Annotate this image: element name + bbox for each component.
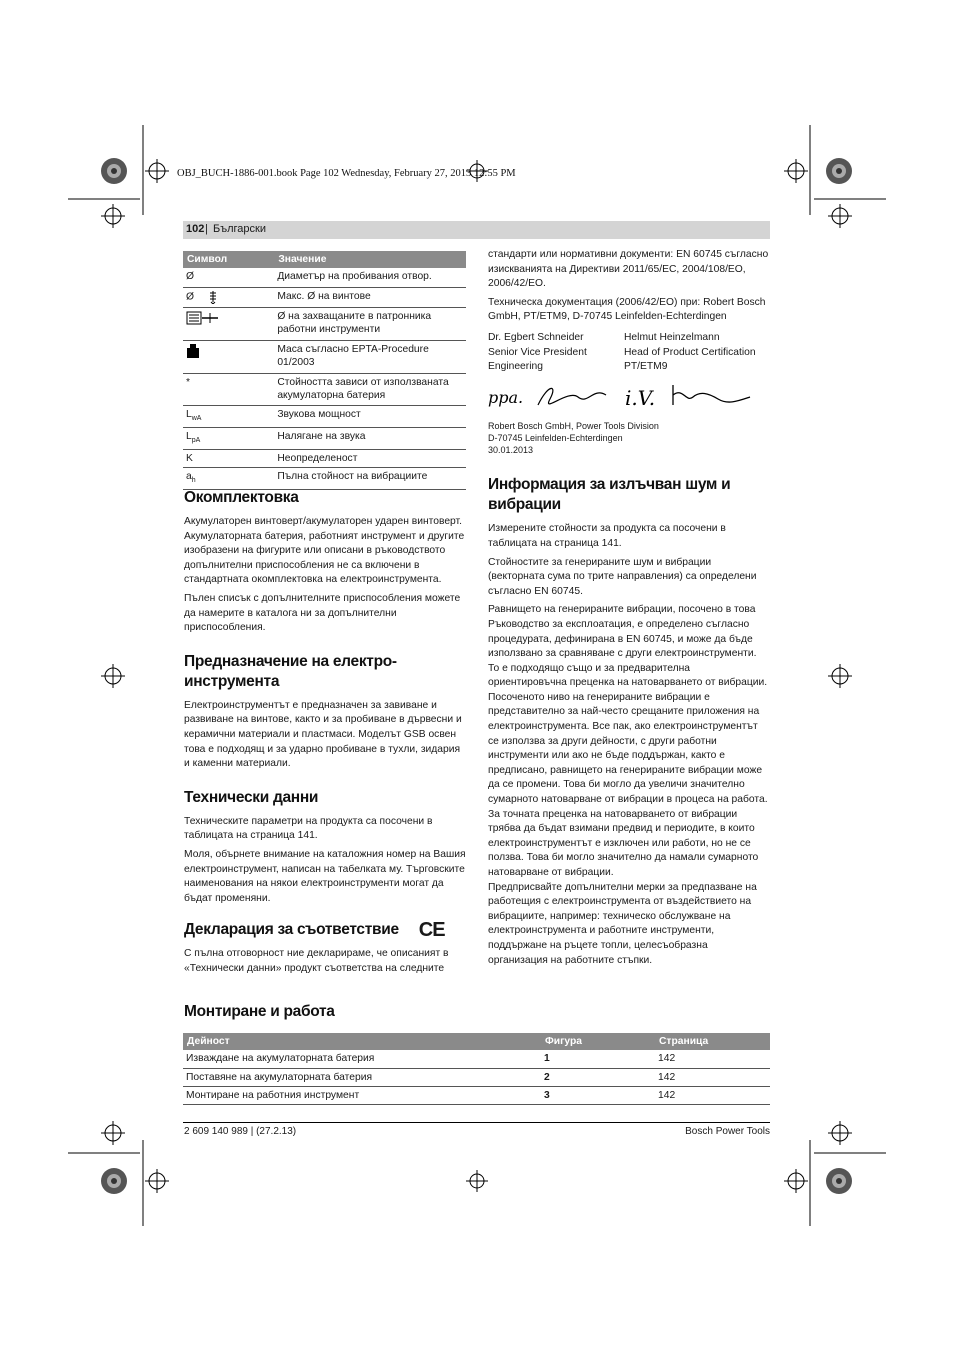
table-row: Монтиране на работния инструмент 3 142 [183,1086,770,1104]
table-row: * Стойността зависи от използваната акумулаторна батерия [183,373,466,405]
table-row: Ø Макс. Ø на винтове [183,287,466,307]
table-row: $a_h$ Пълна стойност на вибрациите [183,467,466,489]
section-title: Монтиране и работа [184,1003,335,1020]
print-header: OBJ_BUCH-1886-001.book Page 102 Wednesday, February 27, 2013 12:55 PM [177,168,516,179]
table-row: Поставяне на акумулаторната батерия 2 142 [183,1068,770,1086]
signature-icon [488,379,770,413]
footer-code: 2 609 140 989 | (27.2.13) [184,1126,297,1137]
svg-text:i.V.: i.V. [625,385,656,410]
signatories: Dr. Egbert Schneider Senior Vice President Engineering Helmut Heinzelmann Head of Product Certification PT/ETM9 [488,331,756,373]
mounting-table: Дейност Фигура Страница Изваждане на акумулаторната батерия 1 142 Поставяне на акумулаторната батерия 2 142 Монтиране на работния инструмент 3 142 [183,1033,770,1105]
table-row: K Неопределеност [183,449,466,467]
screw-icon [207,290,219,304]
col-symbol: Символ [183,251,274,268]
table-row: $L_{pA}$ Налягане на звука [183,427,466,449]
page-number: 102 [186,223,205,235]
page-header: 102 | Български [183,221,770,239]
footer-rule [183,1122,770,1123]
right-column: стандарти или нормативни документи: EN 60745 съгласно изискванията на Директиви 2011/65/ЕС, 2004/108/ЕО, 2006/42/ЕО. Техническа документация (2006/42/ЕО) при: Robert Bosch GmbH, PT/ETM9, D-70745 Leinfelden-Echterdingen Dr. Egbert Schneider Senior Vice President Engineering Helmut Heinzelmann Head of Product Certification PT/ETM9 ppa. i.V. Robert Bosch GmbH, Power Tools Division D-70745 Leinfelden-Echterdingen 30.01.2013 Информация за излъчван шум и вибрации Измерените стойности за продукта са посочени в таблицата на страница 141. Стойностите за генерираните шум и вибрации (векторната сума по трите направления) са определени съгласно EN 60745. Равнището на генерираните вибрации, посочено в това Ръководство за експлоатация, е определено съгласно процедурата, дефинирана в EN 60745, и може да бъде използвано за сравняване с други електроинструменти. То е подходящо също и за предварителна ориентировъчна преценка на натоварването от вибрации. Посоченото ниво на генерираните вибрации е представително за най-често срещаните приложения на електроинструмента. Все пак, ако електроинструментът се използва за други дейности, с други работни инструменти или ако не бъде поддържан, както е предписано, равнището на генерираните вибрации може да се промени. Това би могло да увеличи значително сумарното натоварване от вибрации в процеса на работа. За точната преценка на натоварването от вибрации трябва да бъдат взимани предвид и периодите, в които електроинструментът е изключен или работи, но не се ползва. Това би могло значително да намали сумарното натоварване от вибрации. Предприсвайте допълнителни мерки за предпазване на работещия с електроинструмента от въздействието на вибрациите, например: техническо обслужване на електроинструмента и работните инструменти, поддържане на ръцете топли, целесъобразна организация на работните стъпки. [488,249,769,966]
header-language: Български [213,223,266,235]
table-row: Ø на захващаните в патронника работни инструменти [183,307,466,340]
symbol-table [183,251,466,490]
svg-text:ppa.: ppa. [488,387,524,407]
footer-brand: Bosch Power Tools [685,1126,770,1137]
ce-mark: CE [418,918,445,941]
section-title: Информация за излъчван шум и вибрации [488,476,731,514]
chuck-bit-icon [186,310,220,326]
table-row: Маса съгласно EPTA-Procedure 01/2003 [183,340,466,373]
col-meaning: Значение [274,251,466,268]
table-row: Изваждане на акумулаторната батерия 1 142 [183,1050,770,1068]
left-column: Окомплектовка Акумулаторен винтоверт/акумулаторен ударен винтоверт. Акумулаторната батерия, работният инструмент и другите изобразени на фигурите или описани в ръководството допълнителни приспособления не са включени в стандартната окомплектовка на електроинструмента. Пълен списък с допълнителните приспособления можете да намерите в каталога ни за допълнителни приспособления. Предназначение на електро-инструмента Електроинструментът е предназначен за завиване и развиване на винтове, както и за пробиване в дървесни и керамични материали и пластмаси. Моделът GSB освен това е подходящ и за ударно пробиване в тухли, зидария и каменни материали. Технически данни Техническите параметри на продукта са посочени в таблицата на страница 141. Моля, обърнете внимание на каталожния номер на Вашия електроинструмент, написан на табелката му. Търговските наименования на някои електроинструменти могат да бъдат променяни. Декларация за съответствие CE С пълна отговорност ние декларираме, че описаният в «Технически данни» продукт съответства на следните [184,489,466,974]
section-title: Технически данни [184,788,319,806]
table-row: $L_{wA}$ Звукова мощност [183,405,466,427]
weight-icon [186,343,200,359]
section-title: Окомплектовка [184,489,299,506]
section-title: Декларация за съответствие [184,921,399,939]
table-row: Ø Диаметър на пробивания отвор. [183,268,466,287]
section-title: Предназначение на електро-инструмента [184,652,397,690]
